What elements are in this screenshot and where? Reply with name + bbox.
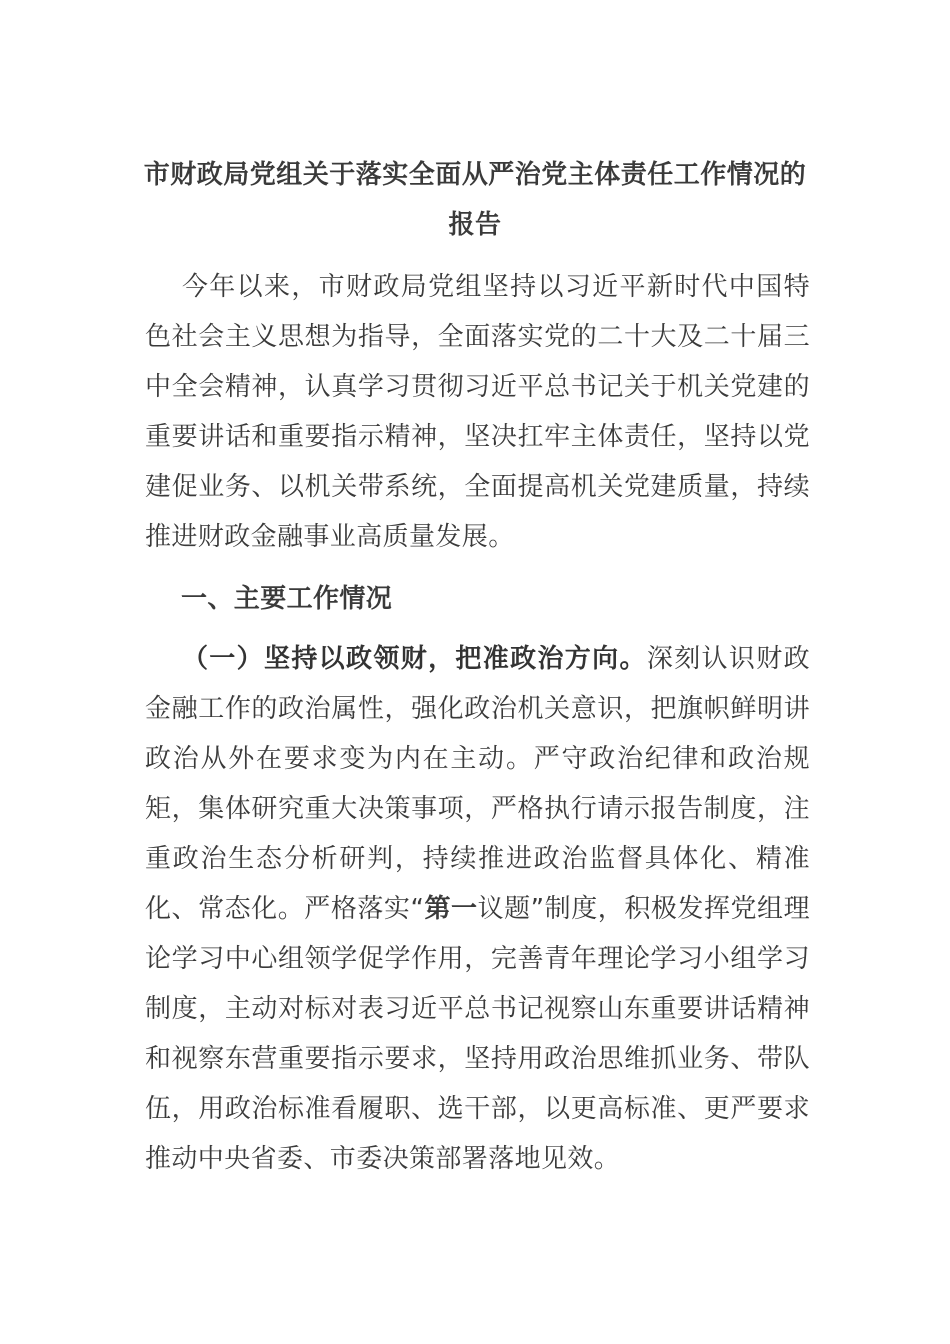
- document-title-line-2: 报告: [448, 210, 502, 240]
- section-1-text-part-a: 深刻认识财政金融工作的政治属性，强化政治机关意识，把旗帜鲜明讲政治从外在要求变为内在主动。严守政治纪律和政治规矩，集体研究重大决策事项，严格执行请示报告制度，注重政治生态分析研判，持续推进政治监督具体化、精准化、常态化。严格落实“: [145, 644, 810, 924]
- subsection-lead-heading: （一）坚持以政领财，把准政治方向。: [181, 644, 647, 674]
- intro-text: 今年以来，市财政局党组坚持以习近平新时代中国特色社会主义思想为指导，全面落实党的二十大及二十届三中全会精神，认真学习贯彻习近平总书记关于机关党建的重要讲话和重要指示精神，坚决扛牢主体责任，坚持以党建促业务、以机关带系统，全面提高机关党建质量，持续推进财政金融事业高质量发展。: [145, 272, 810, 552]
- document-title-line-1: 市财政局党组关于落实全面从严治党主体责任工作情况的: [143, 160, 807, 190]
- intro-paragraph: [145, 262, 810, 562]
- section-heading-main-work: 一、主要工作情况: [181, 584, 393, 614]
- section-1-emphasis: 第一: [424, 894, 478, 924]
- section-1-text-part-b: 议题”制度，积极发挥党组理论学习中心组领学促学作用，完善青年理论学习小组学习制度，主动对标对表习近平总书记视察山东重要讲话精神和视察东营重要指示要求，坚持用政治思维抓业务、带队伍，用政治标准看履职、选干部，以更高标准、更严要求推动中央省委、市委决策部署落地见效。: [145, 894, 810, 1174]
- section-1-paragraph: [145, 634, 810, 1184]
